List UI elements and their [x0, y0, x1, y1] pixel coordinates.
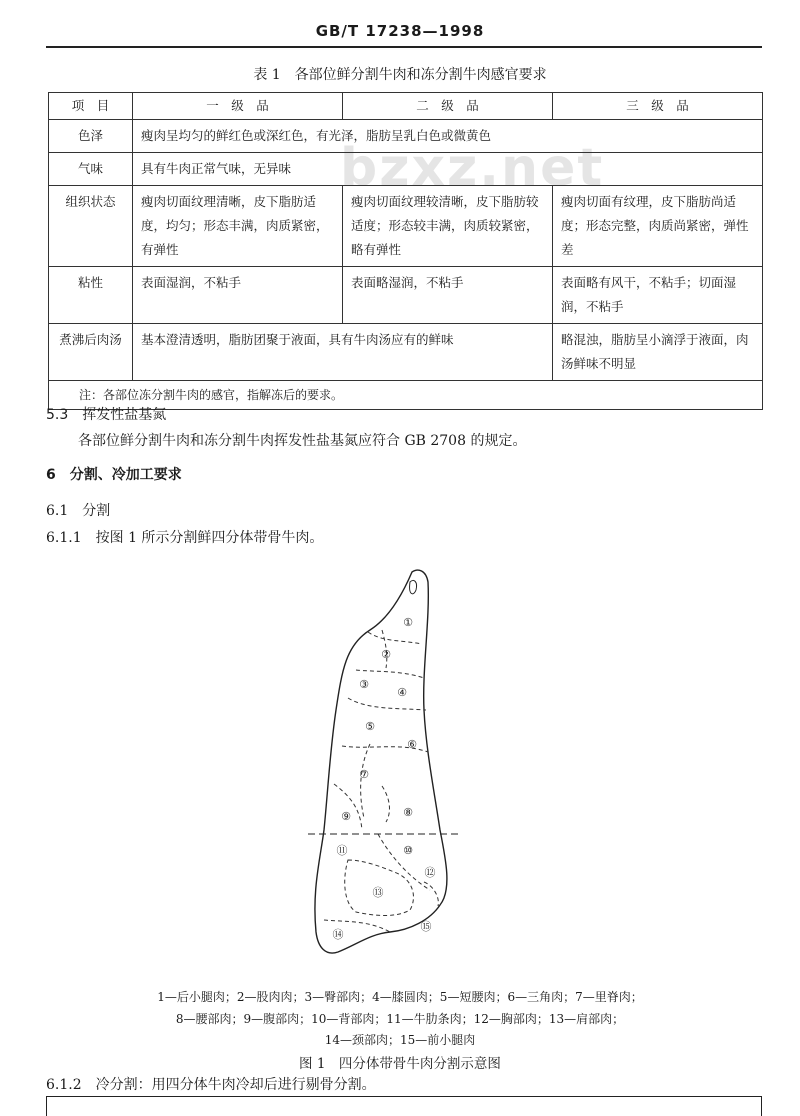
- cut-label: ④: [397, 686, 407, 699]
- section-6-1-title: 6.1 分割: [46, 503, 111, 519]
- table-row: [49, 120, 763, 153]
- table-cell: 略混浊，脂肪呈小滴浮于液面，肉汤鲜味不明显: [553, 324, 763, 381]
- row-label: 粘性: [49, 267, 133, 324]
- cut-labels: [333, 616, 436, 941]
- cut-label: ③: [359, 678, 369, 691]
- table-cell: 表面略有风干，不粘手；切面湿润，不粘手: [553, 267, 763, 324]
- table-cell: 瘦肉呈均匀的鲜红色或深红色，有光泽，脂肪呈乳白色或微黄色: [133, 120, 763, 153]
- figure-legend-line-1: 1—后小腿肉；2—股肉肉；3—臀部肉；4—膝圆肉；5—短腰肉；6—三角肉；7—里脊肉；: [157, 990, 643, 1004]
- beef-quarter-cut-diagram: [290, 560, 470, 960]
- cut-label: ⑧: [403, 806, 413, 819]
- table-caption: 表 1 各部位鲜分割牛肉和冻分割牛肉感官要求: [253, 67, 547, 83]
- header-rule: [46, 46, 762, 48]
- cut-label: ⑭: [332, 928, 344, 941]
- table-cell: 基本澄清透明，脂肪团聚于液面，具有牛肉汤应有的鲜味: [133, 324, 553, 381]
- cut-label: ⑬: [372, 886, 384, 899]
- column-header: 一 级 品: [133, 93, 343, 120]
- table-row: [49, 324, 763, 381]
- cut-label: ①: [403, 616, 413, 629]
- cut-label: ②: [381, 648, 391, 661]
- cut-label: ⑫: [424, 866, 436, 879]
- table-row: [49, 267, 763, 324]
- row-label: 组织状态: [49, 186, 133, 267]
- column-header: 三 级 品: [553, 93, 763, 120]
- cut-label: ⑮: [420, 920, 432, 933]
- section-6-1-2-text: 6.1.2 冷分割：用四分体牛肉冷却后进行剔骨分割。: [46, 1077, 376, 1093]
- figure-legend-line-3: 14—颈部肉；15—前小腿肉: [324, 1033, 476, 1047]
- cut-label: ⑪: [336, 844, 348, 857]
- table-cell: 瘦肉切面有纹理，皮下脂肪尚适度；形态完整，肉质尚紧密，弹性差: [553, 186, 763, 267]
- cut-label: ⑤: [365, 720, 375, 733]
- watermark: bzxz.net: [340, 138, 605, 198]
- sensory-requirements-table: [48, 92, 763, 410]
- section-5-3-body: 各部位鲜分割牛肉和冻分割牛肉挥发性盐基氮应符合 GB 2708 的规定。: [78, 433, 527, 449]
- row-label: 气味: [49, 153, 133, 186]
- next-table-frame: [46, 1096, 762, 1116]
- table-cell: 具有牛肉正常气味，无异味: [133, 153, 763, 186]
- column-header: 项 目: [49, 93, 133, 120]
- cut-label: ⑥: [407, 738, 417, 751]
- table-cell: 瘦肉切面纹理清晰，皮下脂肪适度，均匀；形态丰满，肉质紧密，有弹性: [133, 186, 343, 267]
- figure-caption: 图 1 四分体带骨牛肉分割示意图: [299, 1056, 501, 1072]
- table-row: [49, 153, 763, 186]
- table-cell: 瘦肉切面纹理较清晰，皮下脂肪较适度；形态较丰满，肉质较紧密，略有弹性: [343, 186, 553, 267]
- table-row: [49, 186, 763, 267]
- bone-end-shape: [410, 580, 417, 593]
- section-6-title: 6 分割、冷加工要求: [46, 467, 182, 483]
- section-5-3-title: 5.3 挥发性盐基氮: [46, 407, 167, 423]
- table-cell: 表面湿润，不粘手: [133, 267, 343, 324]
- cut-label: ⑩: [403, 844, 413, 857]
- table-header-row: [49, 93, 763, 120]
- table-cell: 表面略湿润，不粘手: [343, 267, 553, 324]
- column-header: 二 级 品: [343, 93, 553, 120]
- table-note: 注：各部位冻分割牛肉的感官，指解冻后的要求。: [49, 381, 763, 410]
- section-6-1-1-text: 6.1.1 按图 1 所示分割鲜四分体带骨牛肉。: [46, 530, 324, 546]
- cut-label: ⑨: [341, 810, 351, 823]
- figure-legend-line-2: 8—腰部肉；9—腹部肉；10—背部肉；11—牛肋条肉；12—胸部肉；13—肩部肉；: [175, 1012, 625, 1026]
- standard-code-header: GB/T 17238—1998: [315, 22, 485, 40]
- row-label: 煮沸后肉汤: [49, 324, 133, 381]
- row-label: 色泽: [49, 120, 133, 153]
- cut-label: ⑦: [359, 768, 369, 781]
